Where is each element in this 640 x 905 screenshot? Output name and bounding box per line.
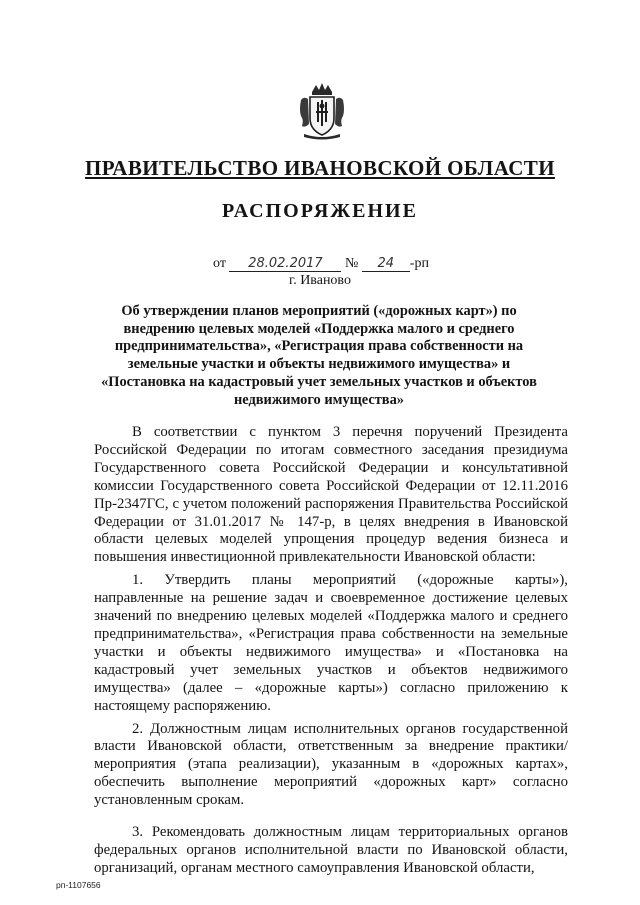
city: г. Иваново — [289, 273, 351, 288]
number-sign: № — [344, 256, 359, 271]
item-3-paragraph: 3. Рекомендовать должностным лицам территориальных органов федеральных органов исполнительной власти по Ивановской области, организаций, органам местного самоуправления Ивановской области, — [94, 824, 568, 876]
date-number-line — [213, 256, 429, 272]
document-date: 28.02.2017 — [229, 256, 341, 272]
date-prefix: от — [213, 256, 226, 271]
document-body — [94, 424, 568, 878]
preamble-paragraph: В соответствии с пунктом 3 перечня поручений Президента Российской Федерации по итогам совместного заседания президиума Государственного совета Российской Федерации и консультативной комиссии Государственного совета Российской Федерации от 12.11.2016 Пр-2347ГС, с учетом положений распоряжения Правительства Российской Федерации от 31.01.2017 № 147-р, в целях внедрения в Ивановской области целевых моделей упрощения процедур ведения бизнеса и повышения инвестиционной привлекательности Ивановской области: — [94, 424, 568, 566]
ivanovo-coat-of-arms-icon — [298, 82, 346, 140]
document-subject: Об утверждении планов мероприятий («дорожных карт») по внедрению целевых моделей «Поддержка малого и среднего предпринимательства», «Регистрация права собственности на земельные участки и объекты недвижимого имущества» и «Постановка на кадастровый учет земельных участков и объектов недвижимого имущества» — [101, 303, 537, 408]
number-suffix: -рп — [409, 256, 429, 271]
document-type-heading: РАСПОРЯЖЕНИЕ — [222, 200, 418, 222]
item-1-paragraph: 1. Утвердить планы мероприятий («дорожные карты»), направленные на решение задач и своевременное достижение целевых значений по внедрению целевых моделей «Поддержка малого и среднего предпринимательства», «Регистрация права собственности на земельные участки и объекты недвижимого имущества» и «Постановка на кадастровый учет земельных участков и объектов недвижимого имущества» (далее – «дорожные карты») согласно приложению к настоящему распоряжению. — [94, 572, 568, 714]
organization-title: ПРАВИТЕЛЬСТВО ИВАНОВСКОЙ ОБЛАСТИ — [85, 156, 555, 180]
item-2-paragraph: 2. Должностным лицам исполнительных органов государственной власти Ивановской области, ответственным за внедрение практики/мероприятия (этапа реализации), указанным в «дорожных картах», обеспечить выполнение мероприятий «дорожных карт» согласно установленным срокам. — [94, 720, 568, 809]
document-number: 24 — [362, 256, 410, 272]
footer-registration-code: рп-1107656 — [56, 880, 101, 890]
